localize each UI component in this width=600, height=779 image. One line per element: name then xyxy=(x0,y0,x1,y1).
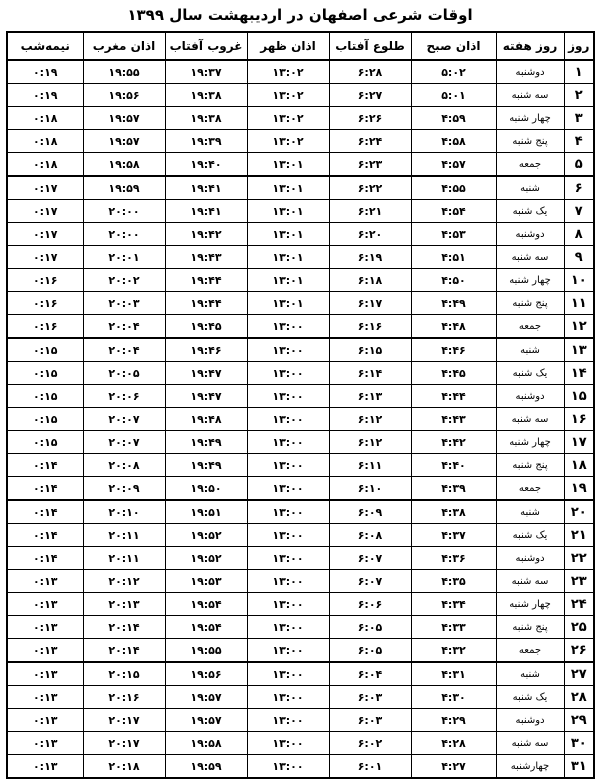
dhuhr-time: ۱۳:۰۱ xyxy=(247,200,329,223)
midnight-time: ۰:۱۷ xyxy=(7,200,83,223)
maghrib-time: ۲۰:۱۱ xyxy=(83,547,165,570)
day-number: ۲۷ xyxy=(564,662,594,686)
table-row xyxy=(7,385,594,408)
weekday-cell: سه شنبه xyxy=(496,246,564,269)
sunset-time: ۱۹:۵۳ xyxy=(165,570,247,593)
weekday-cell: چهارشنبه xyxy=(496,755,564,779)
weekday-cell: شنبه xyxy=(496,500,564,524)
weekday-cell: دوشنبه xyxy=(496,60,564,84)
col-header-fajr: اذان صبح xyxy=(411,32,496,60)
table-row xyxy=(7,686,594,709)
sunrise-time: ۶:۱۰ xyxy=(329,477,411,501)
maghrib-time: ۲۰:۱۶ xyxy=(83,686,165,709)
fajr-time: ۴:۵۷ xyxy=(411,153,496,177)
weekday-cell: دوشنبه xyxy=(496,223,564,246)
maghrib-time: ۱۹:۵۷ xyxy=(83,130,165,153)
day-number: ۲۰ xyxy=(564,500,594,524)
weekday-cell: چهار شنبه xyxy=(496,593,564,616)
dhuhr-time: ۱۳:۰۲ xyxy=(247,84,329,107)
table-row xyxy=(7,662,594,686)
day-number: ۶ xyxy=(564,176,594,200)
dhuhr-time: ۱۳:۰۱ xyxy=(247,176,329,200)
dhuhr-time: ۱۳:۰۰ xyxy=(247,500,329,524)
table-row xyxy=(7,547,594,570)
fajr-time: ۴:۵۳ xyxy=(411,223,496,246)
day-number: ۳ xyxy=(564,107,594,130)
weekday-cell: شنبه xyxy=(496,662,564,686)
midnight-time: ۰:۱۹ xyxy=(7,84,83,107)
sunset-time: ۱۹:۴۰ xyxy=(165,153,247,177)
day-number: ۲۱ xyxy=(564,524,594,547)
fajr-time: ۴:۳۴ xyxy=(411,593,496,616)
sunset-time: ۱۹:۴۴ xyxy=(165,292,247,315)
table-row xyxy=(7,200,594,223)
fajr-time: ۴:۳۰ xyxy=(411,686,496,709)
dhuhr-time: ۱۳:۰۰ xyxy=(247,732,329,755)
weekday-cell: پنج شنبه xyxy=(496,292,564,315)
dhuhr-time: ۱۳:۰۰ xyxy=(247,593,329,616)
maghrib-time: ۲۰:۱۸ xyxy=(83,755,165,779)
sunrise-time: ۶:۰۵ xyxy=(329,616,411,639)
midnight-time: ۰:۱۸ xyxy=(7,153,83,177)
midnight-time: ۰:۱۵ xyxy=(7,385,83,408)
table-row xyxy=(7,431,594,454)
midnight-time: ۰:۱۳ xyxy=(7,570,83,593)
sunrise-time: ۶:۲۳ xyxy=(329,153,411,177)
midnight-time: ۰:۱۶ xyxy=(7,292,83,315)
day-number: ۴ xyxy=(564,130,594,153)
fajr-time: ۴:۴۳ xyxy=(411,408,496,431)
sunset-time: ۱۹:۴۵ xyxy=(165,315,247,339)
table-row xyxy=(7,153,594,177)
sunset-time: ۱۹:۵۹ xyxy=(165,755,247,779)
maghrib-time: ۱۹:۵۶ xyxy=(83,84,165,107)
sunrise-time: ۶:۱۱ xyxy=(329,454,411,477)
sunset-time: ۱۹:۴۷ xyxy=(165,362,247,385)
weekday-cell: یک شنبه xyxy=(496,686,564,709)
midnight-time: ۰:۱۳ xyxy=(7,662,83,686)
midnight-time: ۰:۱۵ xyxy=(7,362,83,385)
weekday-cell: پنج شنبه xyxy=(496,130,564,153)
day-number: ۱۲ xyxy=(564,315,594,339)
table-row xyxy=(7,223,594,246)
dhuhr-time: ۱۳:۰۰ xyxy=(247,338,329,362)
sunrise-time: ۶:۲۴ xyxy=(329,130,411,153)
weekday-cell: چهار شنبه xyxy=(496,269,564,292)
dhuhr-time: ۱۳:۰۰ xyxy=(247,755,329,779)
day-number: ۸ xyxy=(564,223,594,246)
sunset-time: ۱۹:۵۲ xyxy=(165,524,247,547)
col-header-sunrise: طلوع آفتاب xyxy=(329,32,411,60)
midnight-time: ۰:۱۳ xyxy=(7,593,83,616)
fajr-time: ۴:۴۰ xyxy=(411,454,496,477)
sunset-time: ۱۹:۵۴ xyxy=(165,593,247,616)
dhuhr-time: ۱۳:۰۰ xyxy=(247,385,329,408)
dhuhr-time: ۱۳:۰۰ xyxy=(247,570,329,593)
weekday-cell: یک شنبه xyxy=(496,362,564,385)
dhuhr-time: ۱۳:۰۰ xyxy=(247,547,329,570)
table-row xyxy=(7,709,594,732)
midnight-time: ۰:۱۸ xyxy=(7,130,83,153)
table-row xyxy=(7,60,594,84)
sunrise-time: ۶:۱۵ xyxy=(329,338,411,362)
midnight-time: ۰:۱۷ xyxy=(7,246,83,269)
day-number: ۱۵ xyxy=(564,385,594,408)
dhuhr-time: ۱۳:۰۰ xyxy=(247,431,329,454)
day-number: ۱۴ xyxy=(564,362,594,385)
fajr-time: ۴:۳۵ xyxy=(411,570,496,593)
sunset-time: ۱۹:۳۸ xyxy=(165,107,247,130)
maghrib-time: ۲۰:۰۰ xyxy=(83,223,165,246)
table-row xyxy=(7,454,594,477)
day-number: ۱۰ xyxy=(564,269,594,292)
table-row xyxy=(7,176,594,200)
midnight-time: ۰:۱۳ xyxy=(7,686,83,709)
maghrib-time: ۲۰:۰۶ xyxy=(83,385,165,408)
fajr-time: ۴:۳۳ xyxy=(411,616,496,639)
day-number: ۳۱ xyxy=(564,755,594,779)
midnight-time: ۰:۱۳ xyxy=(7,639,83,663)
sunset-time: ۱۹:۴۶ xyxy=(165,338,247,362)
sunset-time: ۱۹:۵۱ xyxy=(165,500,247,524)
dhuhr-time: ۱۳:۰۰ xyxy=(247,315,329,339)
page-title: اوقات شرعی اصفهان در اردیبهشت سال ۱۳۹۹ xyxy=(127,6,473,24)
maghrib-time: ۲۰:۱۲ xyxy=(83,570,165,593)
day-number: ۱۳ xyxy=(564,338,594,362)
sunset-time: ۱۹:۳۹ xyxy=(165,130,247,153)
sunrise-time: ۶:۱۲ xyxy=(329,431,411,454)
midnight-time: ۰:۱۶ xyxy=(7,315,83,339)
dhuhr-time: ۱۳:۰۱ xyxy=(247,223,329,246)
sunset-time: ۱۹:۴۱ xyxy=(165,176,247,200)
sunset-time: ۱۹:۳۸ xyxy=(165,84,247,107)
fajr-time: ۵:۰۱ xyxy=(411,84,496,107)
maghrib-time: ۲۰:۱۷ xyxy=(83,732,165,755)
table-row xyxy=(7,269,594,292)
maghrib-time: ۲۰:۰۹ xyxy=(83,477,165,501)
dhuhr-time: ۱۳:۰۱ xyxy=(247,292,329,315)
midnight-time: ۰:۱۳ xyxy=(7,732,83,755)
table-row xyxy=(7,338,594,362)
table-row xyxy=(7,616,594,639)
maghrib-time: ۲۰:۰۴ xyxy=(83,315,165,339)
dhuhr-time: ۱۳:۰۲ xyxy=(247,60,329,84)
dhuhr-time: ۱۳:۰۰ xyxy=(247,639,329,663)
midnight-time: ۰:۱۳ xyxy=(7,709,83,732)
day-number: ۳۰ xyxy=(564,732,594,755)
dhuhr-time: ۱۳:۰۰ xyxy=(247,524,329,547)
maghrib-time: ۲۰:۰۵ xyxy=(83,362,165,385)
maghrib-time: ۲۰:۰۲ xyxy=(83,269,165,292)
weekday-cell: سه شنبه xyxy=(496,732,564,755)
col-header-day: روز xyxy=(564,32,594,60)
maghrib-time: ۲۰:۱۰ xyxy=(83,500,165,524)
midnight-time: ۰:۱۴ xyxy=(7,454,83,477)
fajr-time: ۴:۴۹ xyxy=(411,292,496,315)
sunset-time: ۱۹:۴۴ xyxy=(165,269,247,292)
sunset-time: ۱۹:۵۰ xyxy=(165,477,247,501)
weekday-cell: سه شنبه xyxy=(496,408,564,431)
weekday-cell: سه شنبه xyxy=(496,84,564,107)
dhuhr-time: ۱۳:۰۱ xyxy=(247,153,329,177)
fajr-time: ۴:۵۱ xyxy=(411,246,496,269)
col-header-maghrib: اذان مغرب xyxy=(83,32,165,60)
weekday-cell: سه شنبه xyxy=(496,570,564,593)
dhuhr-time: ۱۳:۰۱ xyxy=(247,269,329,292)
table-row xyxy=(7,107,594,130)
day-number: ۷ xyxy=(564,200,594,223)
dhuhr-time: ۱۳:۰۱ xyxy=(247,246,329,269)
maghrib-time: ۲۰:۰۷ xyxy=(83,431,165,454)
table-row xyxy=(7,362,594,385)
table-row xyxy=(7,315,594,339)
weekday-cell: دوشنبه xyxy=(496,709,564,732)
table-row xyxy=(7,84,594,107)
day-number: ۲۳ xyxy=(564,570,594,593)
fajr-time: ۵:۰۲ xyxy=(411,60,496,84)
dhuhr-time: ۱۳:۰۰ xyxy=(247,477,329,501)
fajr-time: ۴:۳۷ xyxy=(411,524,496,547)
dhuhr-time: ۱۳:۰۰ xyxy=(247,408,329,431)
col-header-sunset: غروب آفتاب xyxy=(165,32,247,60)
fajr-time: ۴:۳۲ xyxy=(411,639,496,663)
day-number: ۲ xyxy=(564,84,594,107)
sunset-time: ۱۹:۴۹ xyxy=(165,454,247,477)
table-row xyxy=(7,246,594,269)
sunrise-time: ۶:۰۴ xyxy=(329,662,411,686)
midnight-time: ۰:۱۴ xyxy=(7,500,83,524)
maghrib-time: ۲۰:۰۴ xyxy=(83,338,165,362)
sunrise-time: ۶:۰۱ xyxy=(329,755,411,779)
sunset-time: ۱۹:۴۱ xyxy=(165,200,247,223)
sunrise-time: ۶:۰۷ xyxy=(329,570,411,593)
weekday-cell: چهار شنبه xyxy=(496,107,564,130)
fajr-time: ۴:۳۱ xyxy=(411,662,496,686)
table-row xyxy=(7,477,594,501)
day-number: ۱۶ xyxy=(564,408,594,431)
dhuhr-time: ۱۳:۰۲ xyxy=(247,130,329,153)
sunset-time: ۱۹:۵۵ xyxy=(165,639,247,663)
table-row xyxy=(7,408,594,431)
weekday-cell: یک شنبه xyxy=(496,200,564,223)
fajr-time: ۴:۴۲ xyxy=(411,431,496,454)
midnight-time: ۰:۱۷ xyxy=(7,176,83,200)
fajr-time: ۴:۴۵ xyxy=(411,362,496,385)
fajr-time: ۴:۳۹ xyxy=(411,477,496,501)
sunset-time: ۱۹:۵۷ xyxy=(165,686,247,709)
col-header-dhuhr: اذان ظهر xyxy=(247,32,329,60)
day-number: ۲۴ xyxy=(564,593,594,616)
sunset-time: ۱۹:۵۸ xyxy=(165,732,247,755)
weekday-cell: پنج شنبه xyxy=(496,454,564,477)
day-number: ۲۵ xyxy=(564,616,594,639)
sunrise-time: ۶:۲۷ xyxy=(329,84,411,107)
weekday-cell: شنبه xyxy=(496,176,564,200)
sunset-time: ۱۹:۴۲ xyxy=(165,223,247,246)
midnight-time: ۰:۱۳ xyxy=(7,755,83,779)
sunset-time: ۱۹:۵۲ xyxy=(165,547,247,570)
sunrise-time: ۶:۲۶ xyxy=(329,107,411,130)
prayer-times-table xyxy=(6,31,595,779)
midnight-time: ۰:۱۳ xyxy=(7,616,83,639)
sunset-time: ۱۹:۳۷ xyxy=(165,60,247,84)
dhuhr-time: ۱۳:۰۰ xyxy=(247,616,329,639)
midnight-time: ۰:۱۶ xyxy=(7,269,83,292)
sunrise-time: ۶:۲۱ xyxy=(329,200,411,223)
maghrib-time: ۱۹:۵۷ xyxy=(83,107,165,130)
midnight-time: ۰:۱۸ xyxy=(7,107,83,130)
table-row xyxy=(7,593,594,616)
weekday-cell: دوشنبه xyxy=(496,385,564,408)
fajr-time: ۴:۵۰ xyxy=(411,269,496,292)
sunrise-time: ۶:۲۰ xyxy=(329,223,411,246)
weekday-cell: شنبه xyxy=(496,338,564,362)
table-row xyxy=(7,130,594,153)
sunset-time: ۱۹:۴۹ xyxy=(165,431,247,454)
table-row xyxy=(7,524,594,547)
midnight-time: ۰:۱۷ xyxy=(7,223,83,246)
weekday-cell: جمعه xyxy=(496,153,564,177)
sunrise-time: ۶:۰۶ xyxy=(329,593,411,616)
sunrise-time: ۶:۲۸ xyxy=(329,60,411,84)
fajr-time: ۴:۲۸ xyxy=(411,732,496,755)
maghrib-time: ۱۹:۵۵ xyxy=(83,60,165,84)
dhuhr-time: ۱۳:۰۰ xyxy=(247,686,329,709)
fajr-time: ۴:۴۴ xyxy=(411,385,496,408)
table-body xyxy=(7,60,594,778)
sunrise-time: ۶:۰۵ xyxy=(329,639,411,663)
table-header-row xyxy=(7,32,594,60)
fajr-time: ۴:۵۸ xyxy=(411,130,496,153)
sunrise-time: ۶:۱۶ xyxy=(329,315,411,339)
sunset-time: ۱۹:۴۸ xyxy=(165,408,247,431)
sunrise-time: ۶:۰۳ xyxy=(329,709,411,732)
table-row xyxy=(7,292,594,315)
col-header-midnight: نیمه‌شب xyxy=(7,32,83,60)
midnight-time: ۰:۱۴ xyxy=(7,477,83,501)
day-number: ۲۹ xyxy=(564,709,594,732)
maghrib-time: ۲۰:۱۷ xyxy=(83,709,165,732)
sunrise-time: ۶:۰۳ xyxy=(329,686,411,709)
sunrise-time: ۶:۱۷ xyxy=(329,292,411,315)
fajr-time: ۴:۵۵ xyxy=(411,176,496,200)
maghrib-time: ۲۰:۰۸ xyxy=(83,454,165,477)
midnight-time: ۰:۱۴ xyxy=(7,524,83,547)
sunset-time: ۱۹:۵۷ xyxy=(165,709,247,732)
dhuhr-time: ۱۳:۰۰ xyxy=(247,662,329,686)
maghrib-time: ۲۰:۱۳ xyxy=(83,593,165,616)
maghrib-time: ۲۰:۱۵ xyxy=(83,662,165,686)
table-row xyxy=(7,755,594,779)
sunrise-time: ۶:۰۷ xyxy=(329,547,411,570)
day-number: ۱۷ xyxy=(564,431,594,454)
midnight-time: ۰:۱۵ xyxy=(7,408,83,431)
fajr-time: ۴:۵۹ xyxy=(411,107,496,130)
midnight-time: ۰:۱۴ xyxy=(7,547,83,570)
sunset-time: ۱۹:۴۷ xyxy=(165,385,247,408)
weekday-cell: دوشنبه xyxy=(496,547,564,570)
dhuhr-time: ۱۳:۰۰ xyxy=(247,454,329,477)
weekday-cell: جمعه xyxy=(496,639,564,663)
weekday-cell: چهار شنبه xyxy=(496,431,564,454)
dhuhr-time: ۱۳:۰۰ xyxy=(247,362,329,385)
table-row xyxy=(7,639,594,663)
fajr-time: ۴:۴۸ xyxy=(411,315,496,339)
fajr-time: ۴:۵۴ xyxy=(411,200,496,223)
day-number: ۱ xyxy=(564,60,594,84)
maghrib-time: ۱۹:۵۸ xyxy=(83,153,165,177)
maghrib-time: ۲۰:۱۴ xyxy=(83,616,165,639)
maghrib-time: ۲۰:۰۳ xyxy=(83,292,165,315)
midnight-time: ۰:۱۹ xyxy=(7,60,83,84)
col-header-weekday: روز هفته xyxy=(496,32,564,60)
sunrise-time: ۶:۱۴ xyxy=(329,362,411,385)
midnight-time: ۰:۱۵ xyxy=(7,431,83,454)
maghrib-time: ۱۹:۵۹ xyxy=(83,176,165,200)
dhuhr-time: ۱۳:۰۰ xyxy=(247,709,329,732)
sunrise-time: ۶:۱۸ xyxy=(329,269,411,292)
sunrise-time: ۶:۱۲ xyxy=(329,408,411,431)
maghrib-time: ۲۰:۰۱ xyxy=(83,246,165,269)
day-number: ۱۱ xyxy=(564,292,594,315)
sunrise-time: ۶:۰۸ xyxy=(329,524,411,547)
table-row xyxy=(7,500,594,524)
maghrib-time: ۲۰:۰۷ xyxy=(83,408,165,431)
weekday-cell: جمعه xyxy=(496,477,564,501)
sunrise-time: ۶:۲۲ xyxy=(329,176,411,200)
sunset-time: ۱۹:۵۴ xyxy=(165,616,247,639)
sunset-time: ۱۹:۴۳ xyxy=(165,246,247,269)
sunset-time: ۱۹:۵۶ xyxy=(165,662,247,686)
day-number: ۹ xyxy=(564,246,594,269)
midnight-time: ۰:۱۵ xyxy=(7,338,83,362)
sunrise-time: ۶:۱۹ xyxy=(329,246,411,269)
day-number: ۲۸ xyxy=(564,686,594,709)
day-number: ۱۸ xyxy=(564,454,594,477)
fajr-time: ۴:۲۹ xyxy=(411,709,496,732)
weekday-cell: پنج شنبه xyxy=(496,616,564,639)
fajr-time: ۴:۳۸ xyxy=(411,500,496,524)
weekday-cell: یک شنبه xyxy=(496,524,564,547)
sunrise-time: ۶:۰۲ xyxy=(329,732,411,755)
maghrib-time: ۲۰:۱۱ xyxy=(83,524,165,547)
weekday-cell: جمعه xyxy=(496,315,564,339)
fajr-time: ۴:۴۶ xyxy=(411,338,496,362)
table-row xyxy=(7,732,594,755)
table-row xyxy=(7,570,594,593)
maghrib-time: ۲۰:۰۰ xyxy=(83,200,165,223)
fajr-time: ۴:۲۷ xyxy=(411,755,496,779)
day-number: ۲۲ xyxy=(564,547,594,570)
fajr-time: ۴:۳۶ xyxy=(411,547,496,570)
sunrise-time: ۶:۰۹ xyxy=(329,500,411,524)
sunrise-time: ۶:۱۳ xyxy=(329,385,411,408)
dhuhr-time: ۱۳:۰۲ xyxy=(247,107,329,130)
day-number: ۵ xyxy=(564,153,594,177)
day-number: ۲۶ xyxy=(564,639,594,663)
maghrib-time: ۲۰:۱۴ xyxy=(83,639,165,663)
day-number: ۱۹ xyxy=(564,477,594,501)
